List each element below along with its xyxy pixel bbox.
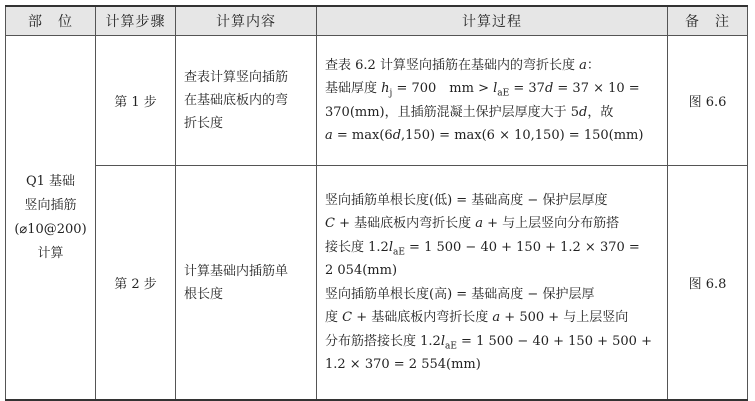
part-cell [6,36,96,401]
process-cell [317,166,668,401]
note-cell: 图 6.6 [668,36,748,166]
content-line: 在基础底板内的弯 [184,93,289,108]
note-cell: 图 6.8 [668,166,748,401]
process-line: C + 基础底板内弯折长度 a + 与上层竖向分布筋搭 [325,216,620,231]
content-line: 根长度 [184,286,224,302]
header-process: 计算过程 [317,6,668,36]
part-line: Q1 基础 [25,173,76,189]
process-line: 1.2 × 370 = 2 554(mm) [325,357,481,372]
part-line: 竖向插筋 [24,197,77,213]
content-line: 计算基础内插筋单 [184,263,289,279]
process-cell [317,36,668,166]
header-step: 计算步骤 [96,6,176,36]
process-line: 分布筋搭接长度 $1.2l_{aE} = 1$ 500 − 40 + 150 + 500 + [325,333,652,352]
process-line: 竖向插筋单根长度(低) = 基础高度 − 保护层厚度 [325,192,608,208]
process-line: 2 054(mm) [325,263,398,278]
content-line: 折长度 [184,116,224,131]
process-line: 基础厚度 $h_j = 700$ mm > $l_{aE} = 37d = 37 \times 10$ = [325,81,640,99]
step-cell: 第 2 步 [96,166,176,401]
table-row [6,36,748,166]
content-cell [176,166,317,401]
step-cell: 第 1 步 [96,36,176,166]
header-content: 计算内容 [176,6,317,36]
header-note: 备 注 [668,6,748,36]
process-line: 接长度 $1.2l_{aE} = 1$ 500 − 40 + 150 + 1.2 × 370 = [325,239,640,258]
calculation-table [5,5,748,401]
table-row [6,166,748,401]
process-line: 370(mm)，且插筋混凝土保护层厚度大于 5d，故 [325,104,614,120]
process-line: a = max(6d,150) = max(6 × 10,150) = 150(mm) [325,128,644,143]
header-part: 部 位 [6,6,96,36]
content-line: 查表计算竖向插筋 [184,70,289,85]
part-line: 计算 [37,245,64,261]
content-cell [176,36,317,166]
process-line: 度 C + 基础底板内弯折长度 a + 500 + 与上层竖向 [325,310,629,325]
table-header-row [6,6,748,36]
process-line: 竖向插筋单根长度(高) = 基础高度 − 保护层厚 [325,286,595,302]
process-line: 查表 6.2 计算竖向插筋在基础内的弯折长度 a： [325,57,600,73]
part-line: (⌀10@200) [14,221,87,237]
